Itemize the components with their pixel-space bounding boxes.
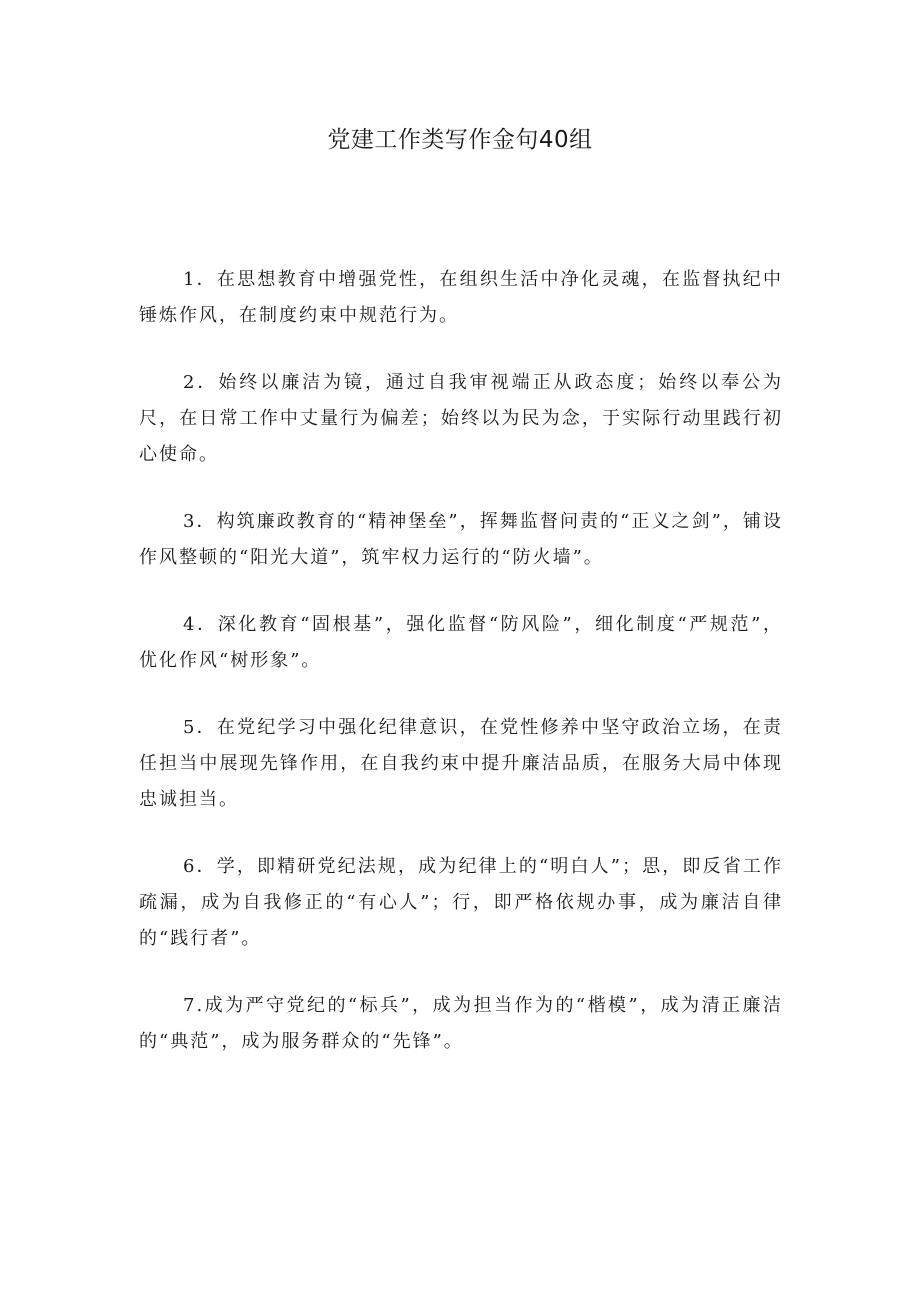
- paragraph-1: 1．在思想教育中增强党性，在组织生活中净化灵魂，在监督执纪中锤炼作风，在制度约束中规范行为。: [139, 269, 783, 326]
- document-title: 党建工作类写作金句40组: [327, 127, 593, 153]
- paragraph-6: 6．学，即精研党纪法规，成为纪律上的“明白人”；思，即反省工作疏漏，成为自我修正的“有心人”；行，即严格依规办事，成为廉洁自律的“践行者”。: [139, 856, 783, 949]
- paragraph-5: 5．在党纪学习中强化纪律意识，在党性修养中坚守政治立场，在责任担当中展现先锋作用，在自我约束中提升廉洁品质，在服务大局中体现忠诚担当。: [139, 717, 783, 810]
- paragraph-2: 2．始终以廉洁为镜，通过自我审视端正从政态度；始终以奉公为尺，在日常工作中丈量行为偏差；始终以为民为念，于实际行动里践行初心使命。: [139, 372, 783, 465]
- document-body: [139, 262, 783, 1091]
- paragraph-7: 7.成为严守党纪的“标兵”，成为担当作为的“楷模”，成为清正廉洁的“典范”，成为服务群众的“先锋”。: [139, 995, 783, 1052]
- paragraph-4: 4．深化教育“固根基”，强化监督“防风险”，细化制度“严规范”，优化作风“树形象”。: [139, 614, 783, 671]
- paragraph-3: 3．构筑廉政教育的“精神堡垒”，挥舞监督问责的“正义之剑”，铺设作风整顿的“阳光大道”，筑牢权力运行的“防火墙”。: [139, 511, 783, 568]
